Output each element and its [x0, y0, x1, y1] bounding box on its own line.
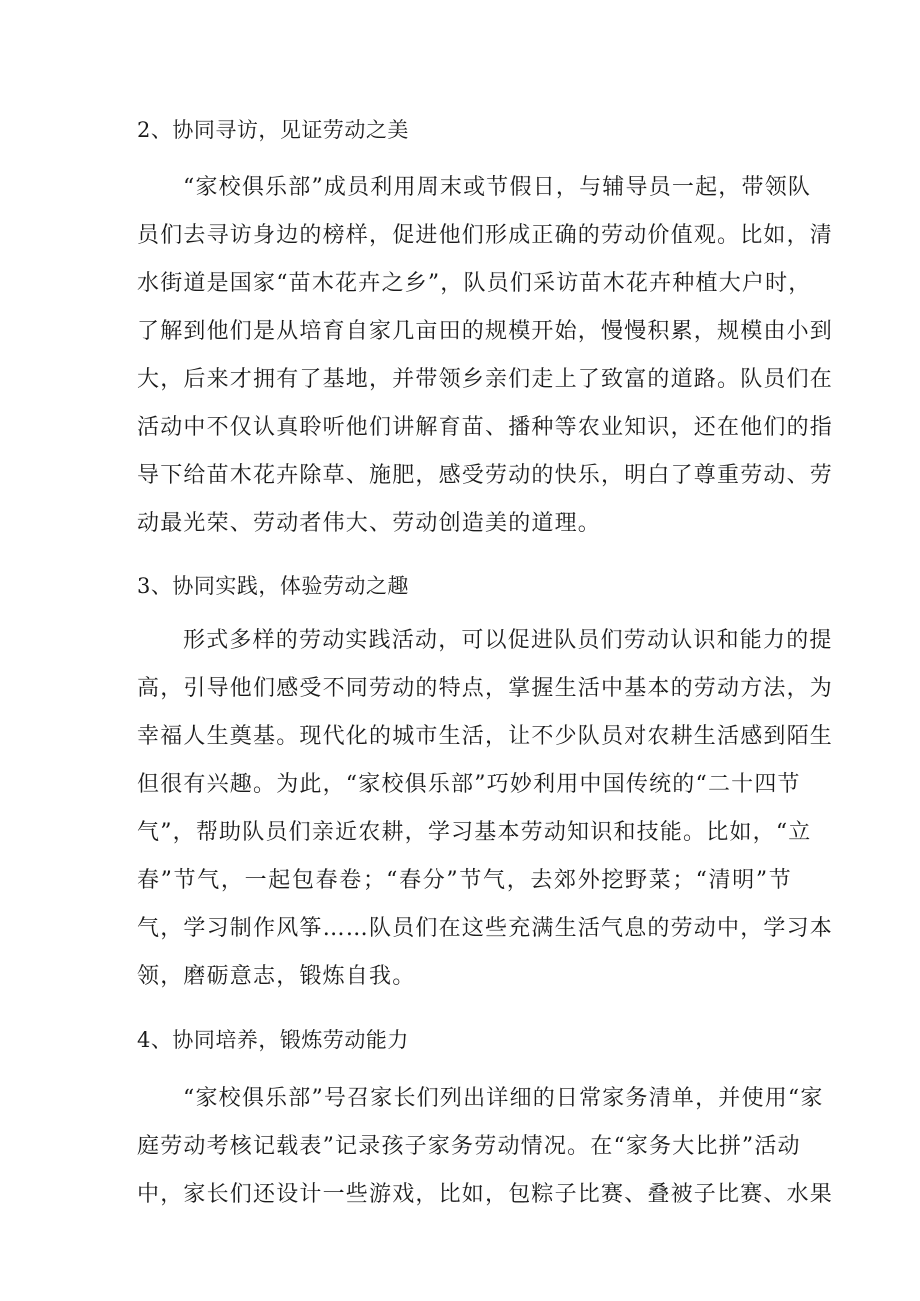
paragraph-line: 气”，帮助队员们亲近农耕，学习基本劳动知识和技能。比如，“立	[137, 820, 812, 845]
paragraph-line: 大，后来才拥有了基地，并带领乡亲们走上了致富的道路。队员们在	[137, 367, 834, 392]
paragraph-line: 春”节气，一起包春卷；“春分”节气，去郊外挖野菜；“清明”节	[137, 868, 792, 893]
paragraph-line: 水街道是国家“苗木花卉之乡”，队员们采访苗木花卉种植大户时，	[137, 271, 812, 296]
paragraph-line: 幸福人生奠基。现代化的城市生活，让不少队员对农耕生活感到陌生	[137, 724, 834, 749]
section-heading-2: 2、协同寻访，见证劳动之美	[137, 118, 409, 142]
section-heading-4: 4、协同培养，锻炼劳动能力	[137, 1028, 409, 1052]
section-heading-3: 3、协同实践，体验劳动之趣	[137, 574, 409, 598]
paragraph-line: 动最光荣、劳动者伟大、劳动创造美的道理。	[137, 511, 602, 536]
paragraph-line: 导下给苗木花卉除草、施肥，感受劳动的快乐，明白了尊重劳动、劳	[137, 463, 834, 488]
paragraph-line: 中，家长们还设计一些游戏，比如，包粽子比赛、叠被子比赛、水果	[137, 1182, 834, 1207]
paragraph-line: “家校俱乐部”成员利用周末或节假日，与辅导员一起，带领队	[183, 175, 812, 200]
paragraph-line: 形式多样的劳动实践活动，可以促进队员们劳动认识和能力的提	[183, 628, 833, 653]
paragraph-line: 但很有兴趣。为此，“家校俱乐部”巧妙利用中国传统的“二十四节	[137, 772, 801, 797]
paragraph-line: 高，引导他们感受不同劳动的特点，掌握生活中基本的劳动方法，为	[137, 676, 834, 701]
paragraph-line: 员们去寻访身边的榜样，促进他们形成正确的劳动价值观。比如，清	[137, 223, 834, 248]
paragraph-line: 领，磨砺意志，锻炼自我。	[137, 964, 416, 989]
paragraph-line: “家校俱乐部”号召家长们列出详细的日常家务清单，并使用“家	[183, 1086, 824, 1111]
paragraph-line: 了解到他们是从培育自家几亩田的规模开始，慢慢积累，规模由小到	[137, 319, 834, 344]
paragraph-line: 活动中不仅认真聆听他们讲解育苗、播种等农业知识，还在他们的指	[137, 415, 834, 440]
paragraph-line: 气，学习制作风筝……队员们在这些充满生活气息的劳动中，学习本	[137, 916, 834, 941]
paragraph-line: 庭劳动考核记载表”记录孩子家务劳动情况。在“家务大比拼”活动	[137, 1134, 801, 1159]
